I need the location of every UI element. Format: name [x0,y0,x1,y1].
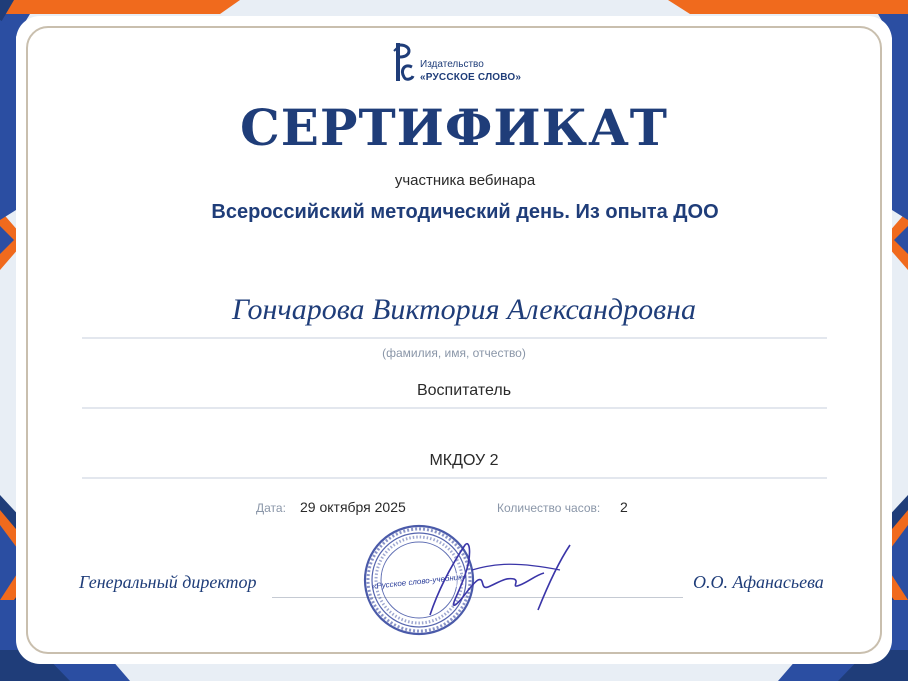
certificate-title: СЕРТИФИКАТ [239,98,669,157]
handwritten-signature [410,525,580,625]
participant-organization: МКДОУ 2 [429,452,499,469]
publisher-label: Издательство [420,59,484,70]
webinar-title: Всероссийский методический день. Из опыта ДОО [211,201,719,223]
publisher-name: «РУССКОЕ СЛОВО» [420,72,522,83]
hours-label: Количество часов: [497,501,601,515]
date-value: 29 октября 2025 [300,499,406,515]
position-divider [82,407,827,409]
name-divider [82,337,827,339]
certificate-subtitle: участника вебинара [394,172,536,189]
stamp-center-text: «Русское слово-учебник» [371,572,467,591]
publisher-logo [392,41,522,85]
signatory-role: Генеральный директор [79,572,257,592]
hours-value: 2 [620,499,628,515]
publisher-emblem-icon [392,41,416,83]
name-caption: (фамилия, имя, отчество) [382,346,526,360]
participant-position: Воспитатель [416,382,512,399]
date-label: Дата: [256,501,286,515]
participant-name: Гончарова Виктория Александровна [232,293,696,326]
signatory-name: О.О. Афанасьева [693,572,824,592]
organization-divider [82,477,827,479]
